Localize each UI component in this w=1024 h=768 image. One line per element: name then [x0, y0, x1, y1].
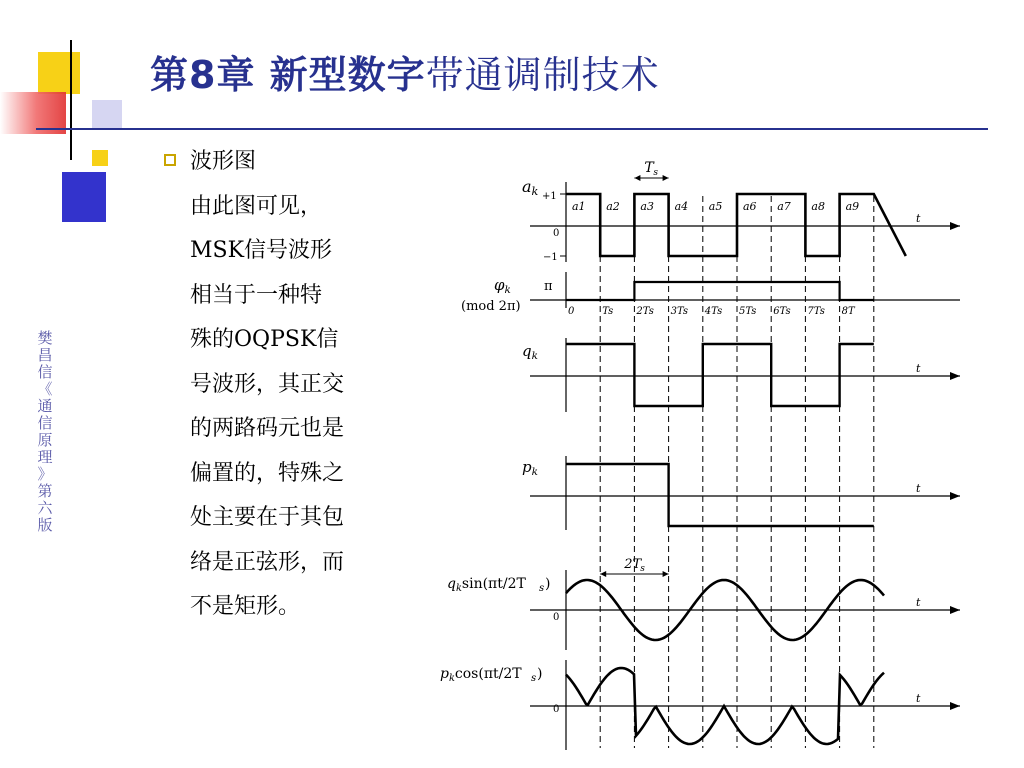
body-line: 不是矩形。 [190, 594, 301, 619]
time-axis-label: t [916, 212, 921, 225]
symbol-label: a2 [606, 200, 620, 213]
axis-arrow-icon [950, 492, 960, 500]
body-line: 偏置的，特殊之 [190, 460, 345, 486]
two-ts-label: 2T [624, 557, 642, 572]
caption-char: 第 [37, 482, 53, 500]
pk-waveform [566, 464, 874, 526]
title-bold-part: 第8章 新型数字 [150, 53, 426, 97]
body-line: MSK信号波形 [190, 238, 333, 263]
mod-label: (mod 2π) [461, 299, 521, 314]
caption-char: 版 [37, 516, 53, 534]
zero-label: 0 [553, 704, 560, 715]
qsin-sub-label: s [539, 583, 545, 594]
waveform-axes [530, 182, 960, 750]
caption-char: 《 [37, 380, 53, 398]
caption-char: 信 [37, 363, 53, 381]
time-axis-label: t [916, 596, 921, 609]
caption-char: 》 [37, 465, 53, 483]
phi-label: $\varphi_k$ [494, 276, 511, 296]
minus-one-label: −1 [543, 252, 558, 263]
plus-one-label: +1 [542, 191, 557, 202]
axis-arrow-icon [950, 702, 960, 710]
ts-label: T [644, 160, 654, 176]
caption-char: 理 [37, 448, 53, 466]
time-axis-label: t [916, 692, 921, 705]
phase-waveform [566, 282, 874, 300]
qk-waveform [566, 344, 874, 406]
pi-label: π [544, 279, 553, 294]
bullet-heading: 波形图 [190, 149, 257, 174]
symbol-label: a5 [708, 200, 723, 213]
zero-label: 0 [553, 612, 560, 623]
deco-blue-square [62, 172, 106, 222]
symbol-label: a8 [811, 200, 825, 213]
qk-label: $q_k$ [522, 342, 538, 362]
time-axis-label: t [916, 482, 921, 495]
body-line: 的两路码元也是 [190, 416, 345, 441]
axis-arrow-icon [950, 606, 960, 614]
body-line: 处主要在于其包 [190, 505, 345, 530]
caption-char: 信 [37, 414, 53, 432]
ak-label: ak [522, 177, 539, 198]
caption-char: 六 [37, 499, 53, 517]
symbol-boundary-dashes [600, 196, 874, 748]
time-tick-label: 0 [568, 306, 575, 317]
ts-sub-label: s [653, 168, 659, 178]
title-underline [36, 128, 988, 130]
pcos-close-paren: ) [537, 666, 543, 682]
axis-arrow-icon [950, 222, 960, 230]
qsin-close-paren: ) [545, 576, 551, 592]
time-tick-label: 6Ts [773, 306, 791, 317]
symbol-label: a1 [572, 200, 586, 213]
body-line: 相当于一种特 [190, 282, 323, 308]
deco-yellow-square [38, 52, 80, 94]
symbol-label: a7 [777, 200, 791, 213]
symbol-label: a9 [845, 200, 860, 213]
deco-vertical-line [70, 40, 72, 160]
deco-yellow-small-square [92, 150, 108, 166]
time-tick-label: Ts [602, 306, 614, 317]
axis-arrow-icon [950, 372, 960, 380]
pk-label: $p_k$ [522, 458, 538, 478]
time-tick-label: 2Ts [636, 306, 654, 317]
waveform-labels [440, 160, 921, 715]
body-line: 号波形，其正交 [190, 371, 345, 397]
pcos-label: $p_k\cos(\pi t/2T$ [440, 666, 522, 684]
two-ts-sub-label: s [640, 564, 645, 574]
ts-arrow-right-icon [663, 175, 669, 181]
caption-char: 原 [37, 431, 53, 449]
bullet-square-icon [164, 154, 176, 166]
ts-arrow-left-icon [634, 175, 640, 181]
symbol-label: a4 [674, 200, 689, 213]
caption-char: 通 [37, 397, 53, 415]
time-axis-label: t [916, 362, 921, 375]
page-title [150, 44, 660, 99]
body-line: 络是正弦形，而 [190, 549, 345, 575]
zero-label: 0 [553, 228, 560, 239]
symbol-label: a6 [743, 200, 757, 213]
side-caption [34, 330, 56, 534]
pcos-sub-label: s [531, 673, 537, 684]
two-ts-arrow-right-icon [663, 571, 669, 577]
caption-char: 樊 [37, 329, 53, 347]
deco-lightblue-square [92, 100, 122, 130]
caption-char: 昌 [37, 346, 53, 364]
time-tick-label: 4Ts [704, 306, 723, 317]
time-tick-label: 3Ts [670, 306, 689, 317]
title-regular-part: 带通调制技术 [425, 53, 660, 97]
two-ts-arrow-left-icon [600, 571, 606, 577]
waveforms [566, 175, 906, 744]
msk-waveform-diagram [420, 148, 968, 758]
time-tick-label: 7Ts [807, 306, 825, 317]
time-tick-label: 5Ts [739, 306, 757, 317]
symbol-label: a3 [640, 200, 654, 213]
body-line: 殊的OQPSK信 [190, 327, 339, 352]
body-line: 由此图可见， [190, 193, 323, 219]
time-tick-label: 8T [841, 306, 855, 317]
body-text [190, 140, 415, 630]
qsin-label: $q_k\sin(\pi t/2T$ [447, 576, 526, 594]
